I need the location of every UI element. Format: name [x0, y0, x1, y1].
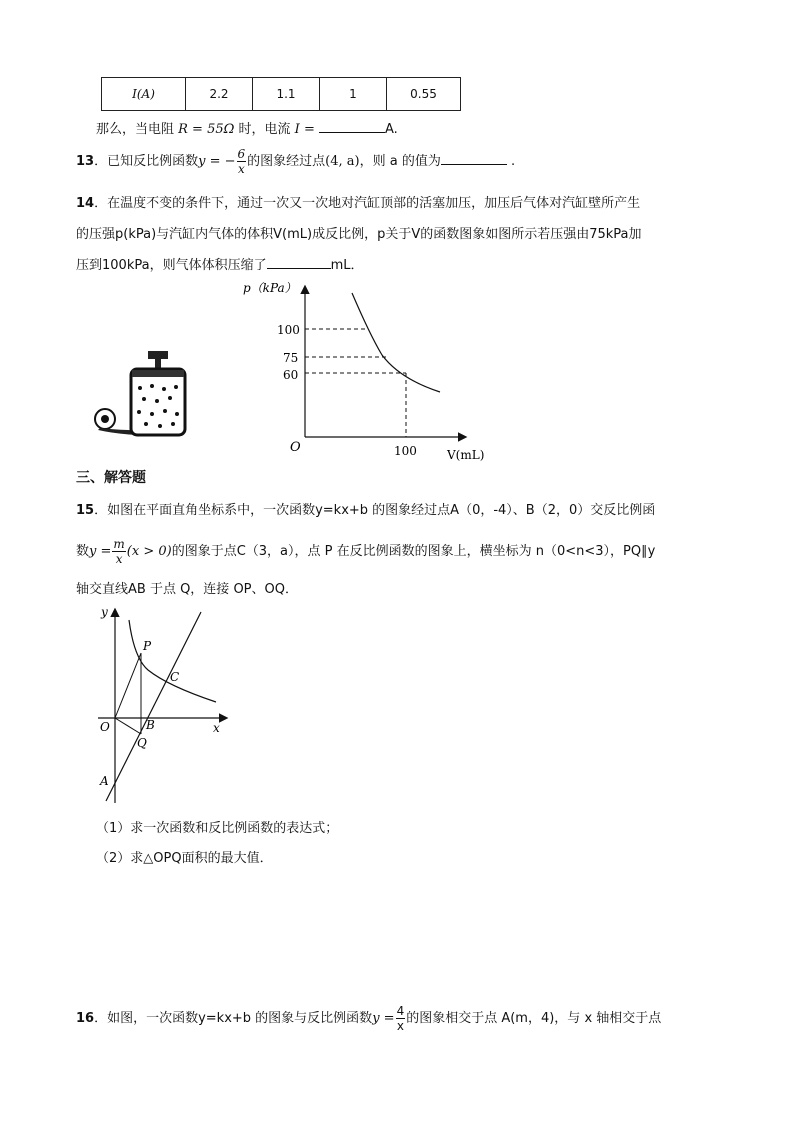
question-15-line1: 15．如图在平面直角坐标系中，一次函数y=kx+b 的图象经过点A（0，-4）、B（2，0）交反比例函	[76, 503, 656, 518]
answer-blank[interactable]	[267, 256, 331, 269]
question-16: 16．如图，一次函数y=kx+b 的图象与反比例函数y = $\frac{4}{x}$ 的图象相交于点 A(m，4)，与 x 轴相交于点	[76, 1004, 662, 1033]
svg-text:Q: Q	[137, 736, 147, 750]
table-row	[102, 78, 461, 111]
question-13: 13．已知反比例函数y = − $\frac{6}{x}$ 的图象经过点(4, a)，则 a 的值为 .	[76, 147, 516, 176]
line-ab	[106, 612, 201, 801]
question-15-line2: 数y = $\frac{m}{x}$ (x > 0)的图象于点C（3，a），点 P 在反比例函数的图象上，横坐标为 n（0<n<3），PQ∥y	[76, 537, 656, 566]
x-axis-label: V(mL)	[447, 448, 485, 462]
table-cell: 2.2	[186, 78, 253, 111]
fraction: $\frac{4}{x}$	[396, 1004, 405, 1033]
svg-text:C: C	[170, 670, 180, 684]
y-tick: 75	[283, 351, 299, 365]
table-cell: 1	[320, 78, 387, 111]
inverse-curve	[129, 620, 216, 702]
pressure-volume-graph	[240, 275, 490, 465]
table-cell: 0.55	[387, 78, 461, 111]
q12-tail: 那么，当电阻 R = 55Ω 时，电流 I = A.	[96, 122, 398, 137]
table-cell: 1.1	[253, 78, 320, 111]
section-title: 三、解答题	[76, 470, 146, 486]
fraction: $\frac{6}{x}$	[237, 147, 246, 176]
svg-text:x: x	[213, 721, 220, 735]
answer-blank[interactable]	[441, 152, 507, 165]
segment-op	[115, 653, 141, 718]
inverse-curve	[352, 293, 440, 392]
question-14-line3: 压到100kPa，则气体体积压缩了 mL．	[76, 258, 364, 273]
y-axis-label: p（kPa）	[243, 281, 297, 295]
question-14-line1: 14．在温度不变的条件下，通过一次又一次地对汽缸顶部的活塞加压，加压后气体对汽缸壁所产生	[76, 196, 641, 211]
segment-oq	[115, 718, 141, 734]
table-header-cell: I(A)	[102, 78, 186, 111]
y-tick: 60	[283, 368, 299, 382]
svg-text:A: A	[100, 774, 109, 788]
question-15-sub2: （2）求△OPQ面积的最大值．	[96, 851, 273, 866]
svg-text:y: y	[101, 605, 108, 619]
x-tick: 100	[394, 444, 417, 458]
question-15-line3: 轴交直线AB 于点 Q，连接 OP、OQ．	[76, 582, 298, 597]
piston-knob-icon	[148, 351, 168, 359]
svg-text:O: O	[100, 720, 110, 734]
coordinate-graph	[88, 598, 238, 808]
question-15-sub1: （1）求一次函数和反比例函数的表达式；	[96, 821, 339, 836]
svg-text:B: B	[146, 718, 155, 732]
svg-text:P: P	[143, 639, 152, 653]
current-table	[101, 77, 461, 111]
answer-blank[interactable]	[319, 120, 385, 133]
cylinder-illustration	[94, 344, 194, 444]
question-14-line2: 的压强p(kPa)与汽缸内气体的体积V(mL)成反比例，p关于V的函数图象如图所示若压强由75kPa加	[76, 227, 642, 242]
origin-label: O	[290, 440, 301, 455]
y-tick: 100	[277, 323, 300, 337]
fraction: $\frac{m}{x}$	[113, 537, 125, 566]
